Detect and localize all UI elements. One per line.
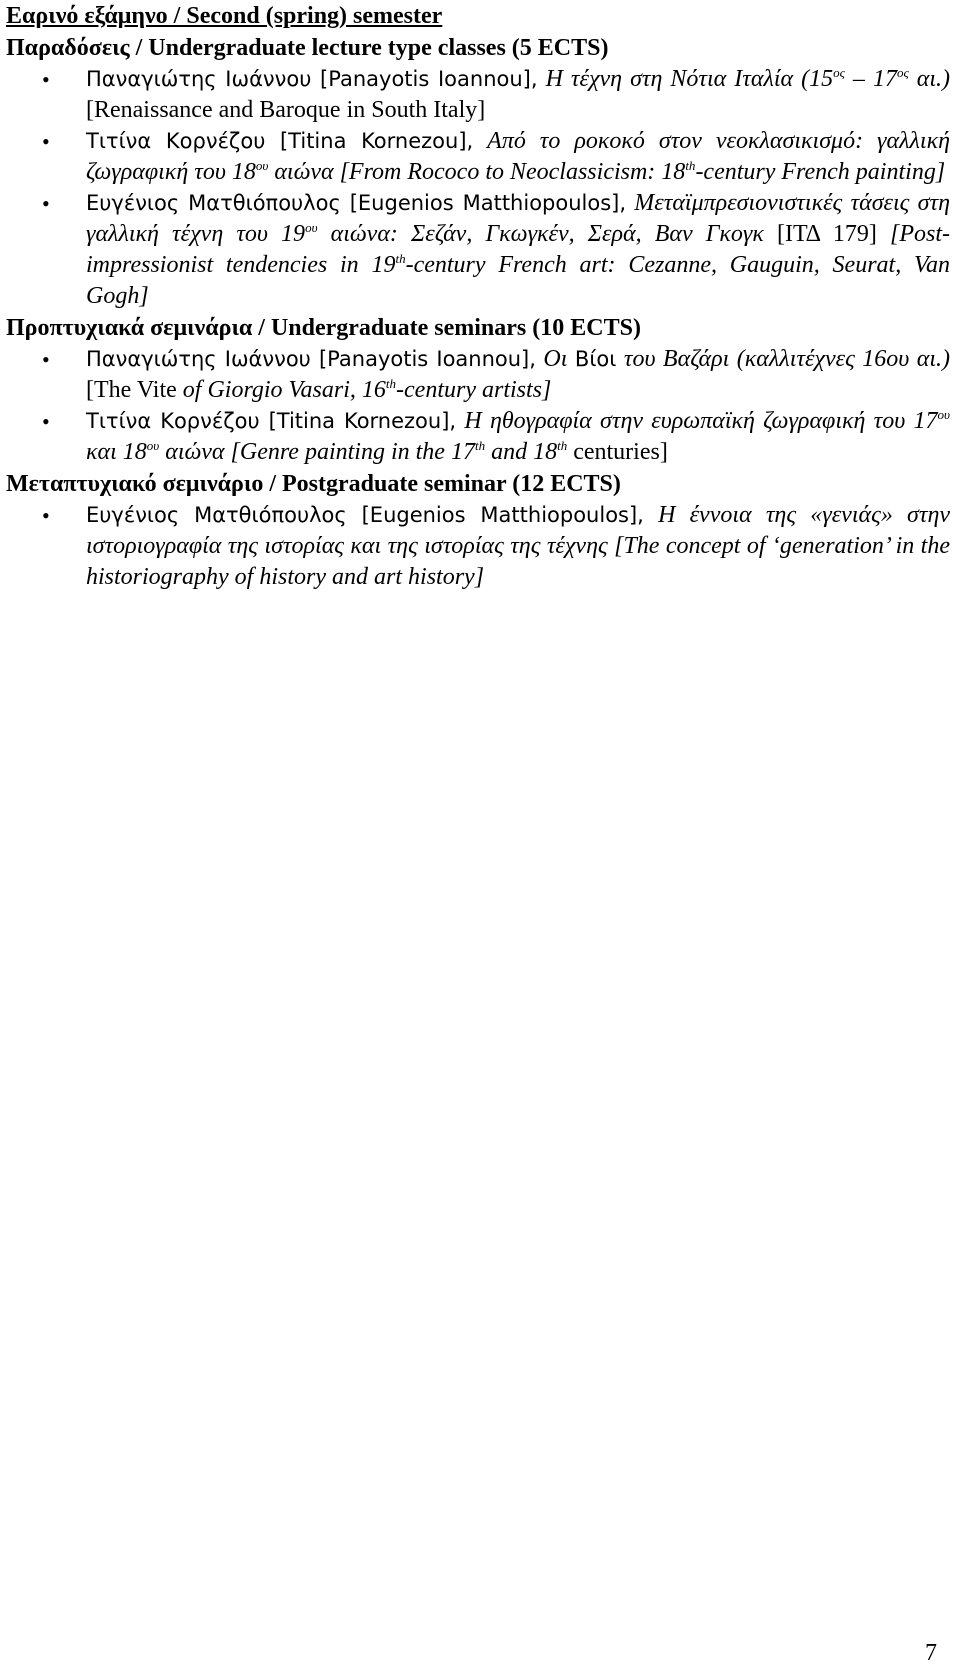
instructor: Παναγιώτης Ιωάννου [Panayotis Ioannou], xyxy=(86,347,536,371)
bullet: • xyxy=(42,409,50,434)
section-heading-seminars: Προπτυχιακά σεμινάρια / Undergraduate seminars (10 ECTS) xyxy=(6,315,641,341)
semester-heading: Εαρινό εξάμηνο / Second (spring) semester xyxy=(6,3,443,29)
course-translation: [The Vite of Giorgio Vasari, 16th-century artists] xyxy=(86,376,552,403)
instructor: Ευγένιος Ματθιόπουλος [Eugenios Matthiopoulos], xyxy=(86,191,627,215)
course-item xyxy=(6,126,950,188)
course-translation: [Post-impressionist tendencies in 19th-century French art: Cezanne, Gauguin, Seurat, Van Gogh] xyxy=(86,221,951,309)
course-title-a: Οι xyxy=(543,346,568,372)
course-translation: [The concept of ‘generation’ in the historiography of history and art history] xyxy=(86,533,950,590)
document-page xyxy=(6,0,950,593)
instructor: Τιτίνα Κορνέζου [Titina Kornezou], xyxy=(86,409,457,433)
course-title: Η τέχνη στη Νότια Ιταλία ($15^{o\varsigma} - 17^{o\varsigma}$ αι.) xyxy=(545,65,951,92)
course-translation: [Genre painting in the 17th and 18th centuries] xyxy=(224,438,668,465)
bullet: • xyxy=(42,191,50,216)
instructor: Ευγένιος Ματθιόπουλος [Eugenios Matthiopoulos], xyxy=(86,503,644,527)
course-title-c: του Βαζάρι (καλλιτέχνες 16ου αι.) xyxy=(623,346,951,372)
bullet: • xyxy=(42,347,50,372)
page-number: 7 xyxy=(925,1640,937,1666)
section-heading-lectures: Παραδόσεις / Undergraduate lecture type classes (5 ECTS) xyxy=(6,35,609,61)
course-title: Από το ροκοκό στον νεοκλασικισμό: γαλλική ζωγραφική του $18^{o\upsilon}$ αιώνα [From Rococo to Neoclassicism: 18th-century French painting] xyxy=(86,128,950,185)
course-item xyxy=(6,344,950,406)
course-item xyxy=(6,64,950,126)
section-heading-postgraduate: Μεταπτυχιακό σεμινάριο / Postgraduate seminar (12 ECTS) xyxy=(6,471,621,497)
course-code: [ΙΤΔ 179] xyxy=(763,221,877,247)
bullet: • xyxy=(42,67,50,92)
course-title: Μεταϊμπρεσιονιστικές τάσεις στη γαλλική τέχνη του $19^{o\upsilon}$ αιώνα: Σεζάν, Γκωγκέν, Σερά, Βαν Γκογκ xyxy=(86,190,951,247)
course-title: Η έννοια της «γενιάς» στην ιστοριογραφία της ιστορίας και της ιστορίας της τέχνης xyxy=(86,502,950,559)
course-item xyxy=(6,406,950,468)
course-title: Η ηθογραφία στην ευρωπαϊκή ζωγραφική του $17^{o\upsilon}$ και $18^{o\upsilon}$ αιώνα xyxy=(86,407,951,465)
course-item xyxy=(6,188,950,312)
instructor: Παναγιώτης Ιωάννου [Panayotis Ioannou], xyxy=(86,67,538,91)
course-item xyxy=(6,500,950,593)
course-translation: [Renaissance and Baroque in South Italy] xyxy=(86,97,486,123)
bullet: • xyxy=(42,503,50,528)
bullet: • xyxy=(42,129,50,154)
course-title-b: Βίοι xyxy=(574,347,617,371)
instructor: Τιτίνα Κορνέζου [Titina Kornezou], xyxy=(86,129,474,153)
